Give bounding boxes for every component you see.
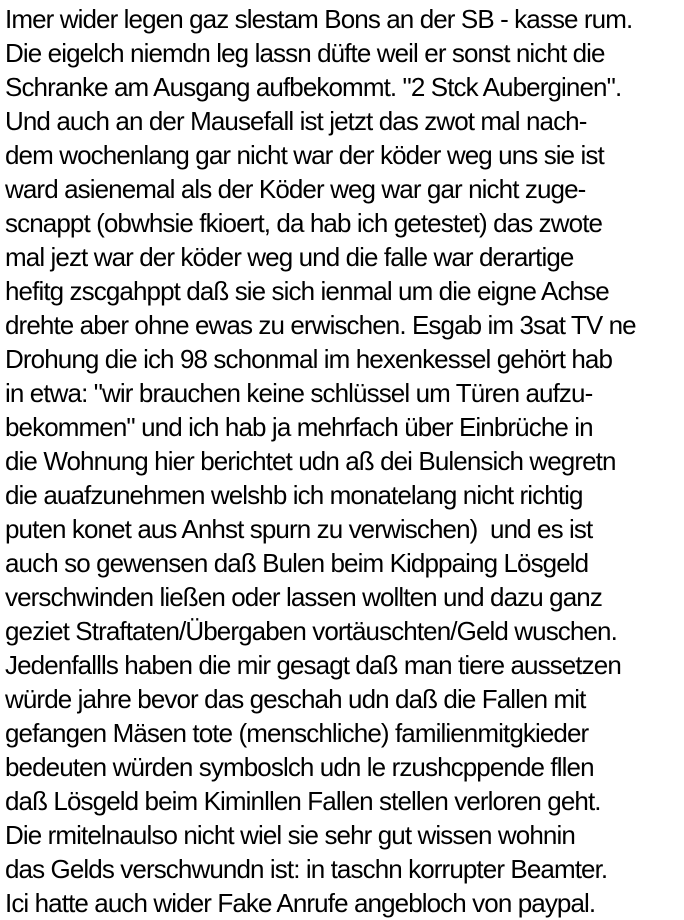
text-line: dem wochenlang gar nicht war der köder weg uns sie ist bbox=[5, 140, 604, 170]
text-line: Imer wider legen gaz slestam Bons an der SB - kasse rum. bbox=[5, 4, 633, 34]
text-line: geziet Straftaten/Übergaben vortäuschten/Geld wuschen. bbox=[5, 616, 617, 646]
text-line: würde jahre bevor das geschah udn daß die Fallen mit bbox=[5, 684, 586, 714]
text-line: Jedenfallls haben die mir gesagt daß man tiere aussetzen bbox=[5, 650, 621, 680]
text-line: Die eigelch niemdn leg lassn düfte weil er sonst nicht die bbox=[5, 38, 605, 68]
text-line: drehte aber ohne ewas zu erwischen. Esgab im 3sat TV ne bbox=[5, 310, 636, 340]
text-line: daß Lösgeld beim Kiminllen Fallen stellen verloren geht. bbox=[5, 786, 601, 816]
text-line: bedeuten würden symboslch udn le rzushcppende fllen bbox=[5, 752, 594, 782]
text-line: Drohung die ich 98 schonmal im hexenkessel gehört hab bbox=[5, 344, 613, 374]
text-line: bekommen" und ich hab ja mehrfach über Einbrüche in bbox=[5, 412, 593, 442]
text-line: gefangen Mäsen tote (menschliche) familienmitgkieder bbox=[5, 718, 589, 748]
text-line: in etwa: "wir brauchen keine schlüssel um Türen aufzu- bbox=[5, 378, 593, 408]
text-line: Schranke am Ausgang aufbekommt. "2 Stck Auberginen". bbox=[5, 72, 622, 102]
text-line: hefitg zscgahppt daß sie sich ienmal um die eigne Achse bbox=[5, 276, 609, 306]
text-line: Und auch an der Mausefall ist jetzt das zwot mal nach- bbox=[5, 106, 587, 136]
text-line: Ici hatte auch wider Fake Anrufe angebloch von paypal. bbox=[5, 888, 596, 918]
text-line: auch so gewensen daß Bulen beim Kidppaing Lösgeld bbox=[5, 548, 589, 578]
text-line: die Wohnung hier berichtet udn aß dei Bulensich wegretn bbox=[5, 446, 616, 476]
text-line: verschwinden ließen oder lassen wollten und dazu ganz bbox=[5, 582, 602, 612]
text-line: scnappt (obwhsie fkioert, da hab ich getestet) das zwote bbox=[5, 208, 603, 238]
text-line: die auafzunehmen welshb ich monatelang nicht richtig bbox=[5, 480, 583, 510]
text-line: mal jezt war der köder weg und die falle war derartige bbox=[5, 242, 574, 272]
text-line: puten konet aus Anhst spurn zu verwischen) und es ist bbox=[5, 514, 593, 544]
text-line: das Gelds verschwundn ist: in taschn korrupter Beamter. bbox=[5, 854, 608, 884]
text-line: Die rmitelnaulso nicht wiel sie sehr gut wissen wohnin bbox=[5, 820, 575, 850]
text-line: ward asienemal als der Köder weg war gar nicht zuge- bbox=[5, 174, 586, 204]
